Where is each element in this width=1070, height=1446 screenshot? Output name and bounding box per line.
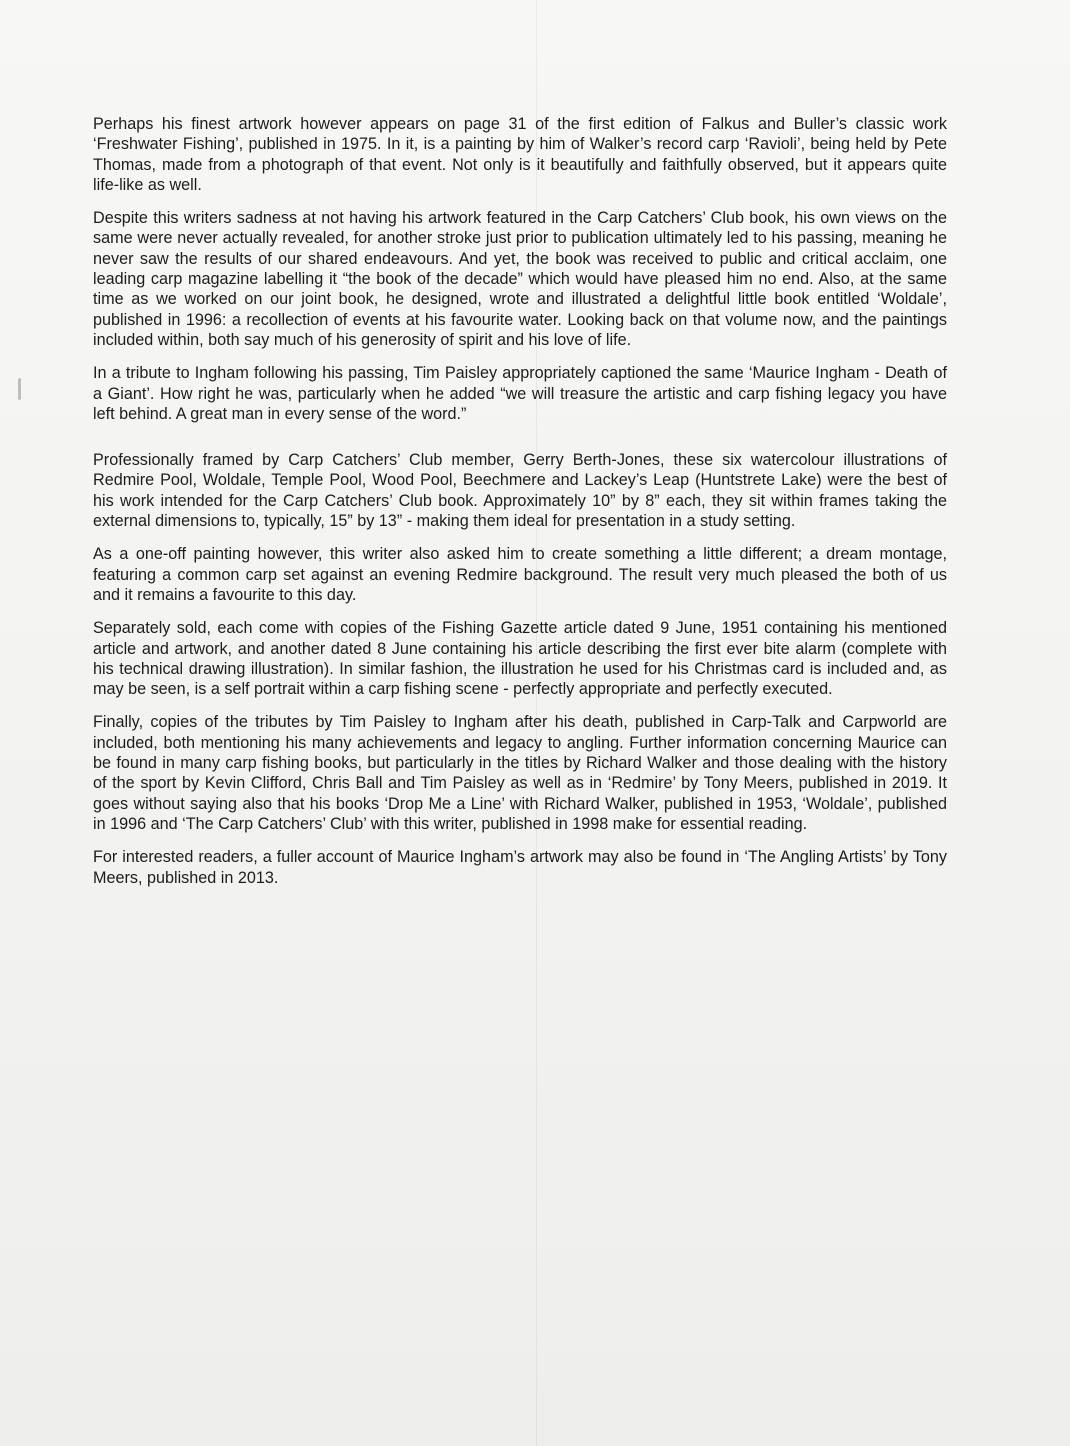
paragraph-further-reading: For interested readers, a fuller account of Maurice Ingham’s artwork may also be found in ‘The Angling Artists’ by Tony Meers, published in 2013. — [93, 848, 947, 887]
scan-mark — [18, 378, 21, 400]
paragraph-finally: Finally, copies of the tributes by Tim Paisley to Ingham after his death, published in Carp-Talk and Carpworld are included, both mentioning his many achievements and legacy to angling. Further information concerning Maurice can be found in many carp fishing books, but particularly in the titles by Richard Walker and those dealing with the history of the sport by Kevin Clifford, Chris Ball and Tim Paisley as well as in ‘Redmire’ by Tony Meers, published in 2019. It goes without saying also that his books ‘Drop Me a Line’ with Richard Walker, published in 1953, ‘Woldale’, published in 1996 and ‘The Carp Catchers’ Club’ with this writer, published in 1998 make for essential reading. — [93, 713, 947, 833]
paragraph-finest-artwork: Perhaps his finest artwork however appears on page 31 of the first edition of Falkus and Buller’s classic work ‘Freshwater Fishing’, published in 1975. In it, is a painting by him of Walker’s record carp ‘Ravioli’, being held by Pete Thomas, made from a photograph of that event. Not only is it beautifully and faithfully observed, but it appears quite life-like as well. — [93, 115, 947, 194]
paragraph-tribute: In a tribute to Ingham following his passing, Tim Paisley appropriately captioned the same ‘Maurice Ingham - Death of a Giant’. How right he was, particularly when he added “we will treasure the artistic and carp fishing legacy you have left behind. A great man in every sense of the word.” — [93, 364, 947, 423]
paragraph-separately-sold: Separately sold, each come with copies of the Fishing Gazette article dated 9 June, 1951 containing his mentioned article and artwork, and another dated 8 June containing his article describing the first ever bite alarm (complete with his technical drawing illustration). In similar fashion, the illustration he used for his Christmas card is included and, as may be seen, is a self portrait within a carp fishing scene - perfectly appropriate and perfectly executed. — [93, 619, 947, 699]
paragraph-writers-sadness: Despite this writers sadness at not having his artwork featured in the Carp Catchers’ Club book, his own views on the same were never actually revealed, for another stroke just prior to publication ultimately led to his passing, meaning he never saw the results of our shared endeavours. And yet, the book was received to public and critical acclaim, one leading carp magazine labelling it “the book of the decade” which would have pleased him no end. Also, at the same time as we worked on our joint book, he designed, wrote and illustrated a delightful little book entitled ‘Woldale’, published in 1996: a recollection of events at his favourite water. Looking back on that volume now, and the paintings included within, both say much of his generosity of spirit and his love of life. — [93, 209, 947, 349]
paragraph-dream-montage: As a one-off painting however, this writer also asked him to create something a little different; a dream montage, featuring a common carp set against an evening Redmire background. The result very much pleased the both of us and it remains a favourite to this day. — [93, 545, 947, 604]
article-body — [93, 114, 947, 901]
paragraph-framed-watercolours: Professionally framed by Carp Catchers’ Club member, Gerry Berth-Jones, these six watercolour illustrations of Redmire Pool, Woldale, Temple Pool, Wood Pool, Beechmere and Lackey’s Leap (Huntstrete Lake) were the best of his work intended for the Carp Catchers’ Club book. Approximately 10” by 8” each, they sit within frames taking the external dimensions to, typically, 15” by 13” - making them ideal for presentation in a study setting. — [93, 451, 947, 531]
